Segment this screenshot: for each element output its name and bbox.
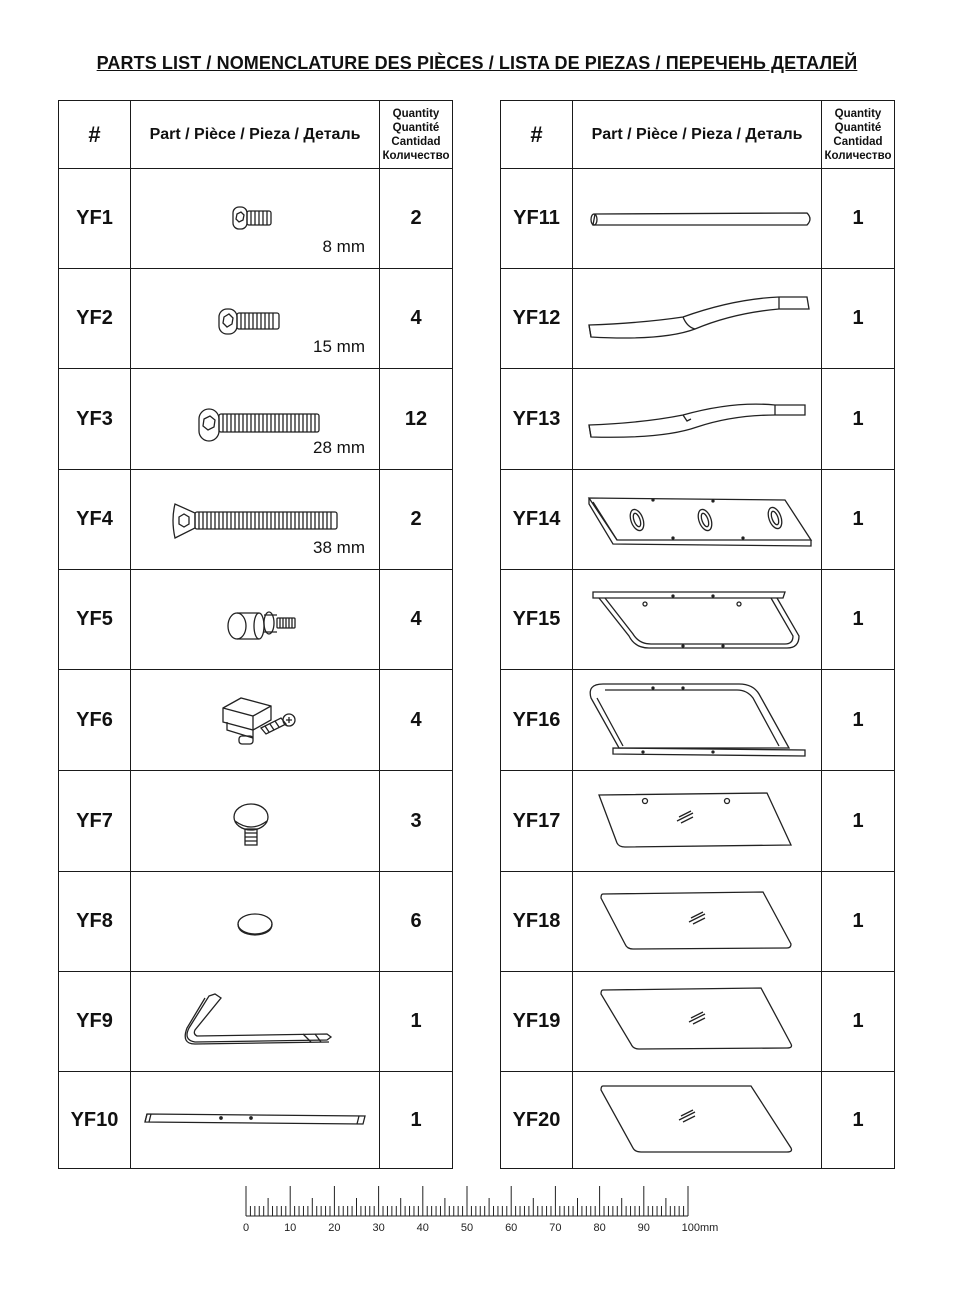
curved-rail-icon [573, 269, 821, 368]
glass-shelf-icon [573, 1072, 821, 1168]
quantity-column-header [822, 101, 895, 169]
table-row [501, 169, 895, 269]
page-title: PARTS LIST / NOMENCLATURE DES PIÈCES / LISTA DE PIEZAS / ПЕРЕЧЕНЬ ДЕТАЛЕЙ [96, 53, 858, 73]
part-quantity: 12 [380, 369, 453, 470]
part-illustration-cell [131, 771, 380, 872]
part-id: YF15 [501, 570, 573, 670]
part-id: YF14 [501, 470, 573, 570]
table-row [501, 972, 895, 1072]
part-quantity: 2 [380, 169, 453, 269]
upper-frame-icon [573, 670, 821, 770]
parts-table-right [500, 100, 895, 1169]
table-row [501, 670, 895, 771]
shoulder-bolt-icon [131, 570, 379, 669]
part-size-label: 8 mm [322, 237, 365, 256]
part-id: YF8 [59, 872, 131, 972]
part-quantity: 6 [380, 872, 453, 972]
part-quantity: 1 [822, 169, 895, 269]
part-illustration-cell [131, 470, 380, 570]
part-quantity: 2 [380, 470, 453, 570]
quantity-label-es: Cantidad [833, 135, 883, 148]
table-row [501, 570, 895, 670]
part-quantity: 3 [380, 771, 453, 872]
table-row [501, 369, 895, 470]
part-id: YF11 [501, 169, 573, 269]
allen-key-icon [131, 972, 379, 1071]
part-illustration-cell [573, 269, 822, 369]
part-quantity: 4 [380, 269, 453, 369]
part-illustration-cell [573, 570, 822, 670]
part-size-label: 15 mm [313, 337, 365, 356]
part-quantity: 1 [822, 670, 895, 771]
ruler-label: 20 [328, 1222, 341, 1234]
part-column-header: Part / Pièce / Pieza / Деталь [573, 101, 822, 169]
glass-shelf-icon [573, 972, 821, 1071]
table-row [59, 771, 453, 872]
part-id: YF17 [501, 771, 573, 872]
part-id: YF16 [501, 670, 573, 771]
part-quantity: 1 [822, 972, 895, 1072]
quantity-label-fr: Quantité [834, 121, 882, 134]
part-id: YF18 [501, 872, 573, 972]
table-row [59, 570, 453, 670]
bumper-pad-icon [131, 872, 379, 971]
part-id: YF3 [59, 369, 131, 470]
part-illustration-cell [131, 670, 380, 771]
part-illustration-cell [573, 369, 822, 470]
ruler-label: 60 [505, 1222, 518, 1234]
part-illustration-cell [131, 872, 380, 972]
parts-table-left [58, 100, 453, 1169]
part-illustration-cell [573, 872, 822, 972]
part-size-label: 38 mm [313, 538, 365, 557]
flat-bar-icon [131, 1072, 379, 1168]
part-id: YF19 [501, 972, 573, 1072]
table-row [59, 972, 453, 1072]
number-column-header: # [59, 101, 131, 169]
glass-shelf-icon [573, 872, 821, 971]
quantity-column-header [380, 101, 453, 169]
table-row [59, 470, 453, 570]
ruler-label: 0 [242, 1222, 250, 1234]
ruler-label: 10 [284, 1222, 297, 1234]
table-row [501, 872, 895, 972]
table-row [59, 169, 453, 269]
part-id: YF13 [501, 369, 573, 470]
part-quantity: 4 [380, 570, 453, 670]
thumb-screw-icon [131, 771, 379, 871]
part-quantity: 1 [822, 872, 895, 972]
ruler-label: 80 [593, 1222, 606, 1234]
glass-shelf-with-holes-icon [573, 771, 821, 871]
part-id: YF7 [59, 771, 131, 872]
table-header-row [501, 101, 895, 169]
table-row [59, 872, 453, 972]
part-quantity: 1 [380, 1072, 453, 1169]
table-row [59, 269, 453, 369]
part-column-header: Part / Pièce / Pieza / Деталь [131, 101, 380, 169]
quantity-label-en: Quantity [392, 107, 440, 120]
quantity-label-fr: Quantité [392, 121, 440, 134]
part-illustration-cell [131, 972, 380, 1072]
part-illustration-cell [131, 169, 380, 269]
part-id: YF12 [501, 269, 573, 369]
ruler-label: 90 [637, 1222, 650, 1234]
curved-rail-icon [573, 369, 821, 469]
part-illustration-cell [131, 1072, 380, 1169]
part-id: YF2 [59, 269, 131, 369]
round-rod-icon [573, 169, 821, 268]
ruler-label: 50 [460, 1222, 474, 1234]
ruler-label: 30 [372, 1222, 385, 1234]
part-quantity: 1 [822, 470, 895, 570]
part-illustration-cell [573, 972, 822, 1072]
part-id: YF9 [59, 972, 131, 1072]
quantity-label-ru: Количество [824, 149, 892, 162]
part-id: YF1 [59, 169, 131, 269]
part-illustration-cell [131, 269, 380, 369]
table-header-row [59, 101, 453, 169]
glass-clamp-icon [131, 670, 379, 770]
part-quantity: 1 [822, 269, 895, 369]
table-row [501, 269, 895, 369]
part-quantity: 4 [380, 670, 453, 771]
part-quantity: 1 [822, 1072, 895, 1169]
part-id: YF10 [59, 1072, 131, 1169]
part-quantity: 1 [822, 771, 895, 872]
part-illustration-cell [573, 470, 822, 570]
quantity-label-es: Cantidad [391, 135, 441, 148]
ruler-label: 40 [416, 1222, 429, 1234]
part-quantity: 1 [822, 570, 895, 670]
part-id: YF20 [501, 1072, 573, 1169]
part-quantity: 1 [822, 369, 895, 470]
part-illustration-cell [573, 771, 822, 872]
part-id: YF4 [59, 470, 131, 570]
part-illustration-cell [573, 169, 822, 269]
table-row [501, 771, 895, 872]
slotted-panel-icon [573, 470, 821, 569]
lower-frame-icon [573, 570, 821, 669]
ruler-label: 70 [549, 1222, 562, 1234]
number-column-header: # [501, 101, 573, 169]
part-id: YF6 [59, 670, 131, 771]
table-row [59, 1072, 453, 1169]
part-quantity: 1 [380, 972, 453, 1072]
part-id: YF5 [59, 570, 131, 670]
part-illustration-cell [131, 570, 380, 670]
table-row [501, 470, 895, 570]
quantity-label-ru: Количество [382, 149, 450, 162]
part-size-label: 28 mm [313, 438, 365, 457]
part-illustration-cell [573, 670, 822, 771]
quantity-label-en: Quantity [834, 107, 882, 120]
table-row [59, 369, 453, 470]
table-row [59, 670, 453, 771]
measurement-ruler [236, 1180, 736, 1240]
table-row [501, 1072, 895, 1169]
part-illustration-cell [573, 1072, 822, 1169]
ruler-label: 100mm [681, 1222, 719, 1234]
part-illustration-cell [131, 369, 380, 470]
